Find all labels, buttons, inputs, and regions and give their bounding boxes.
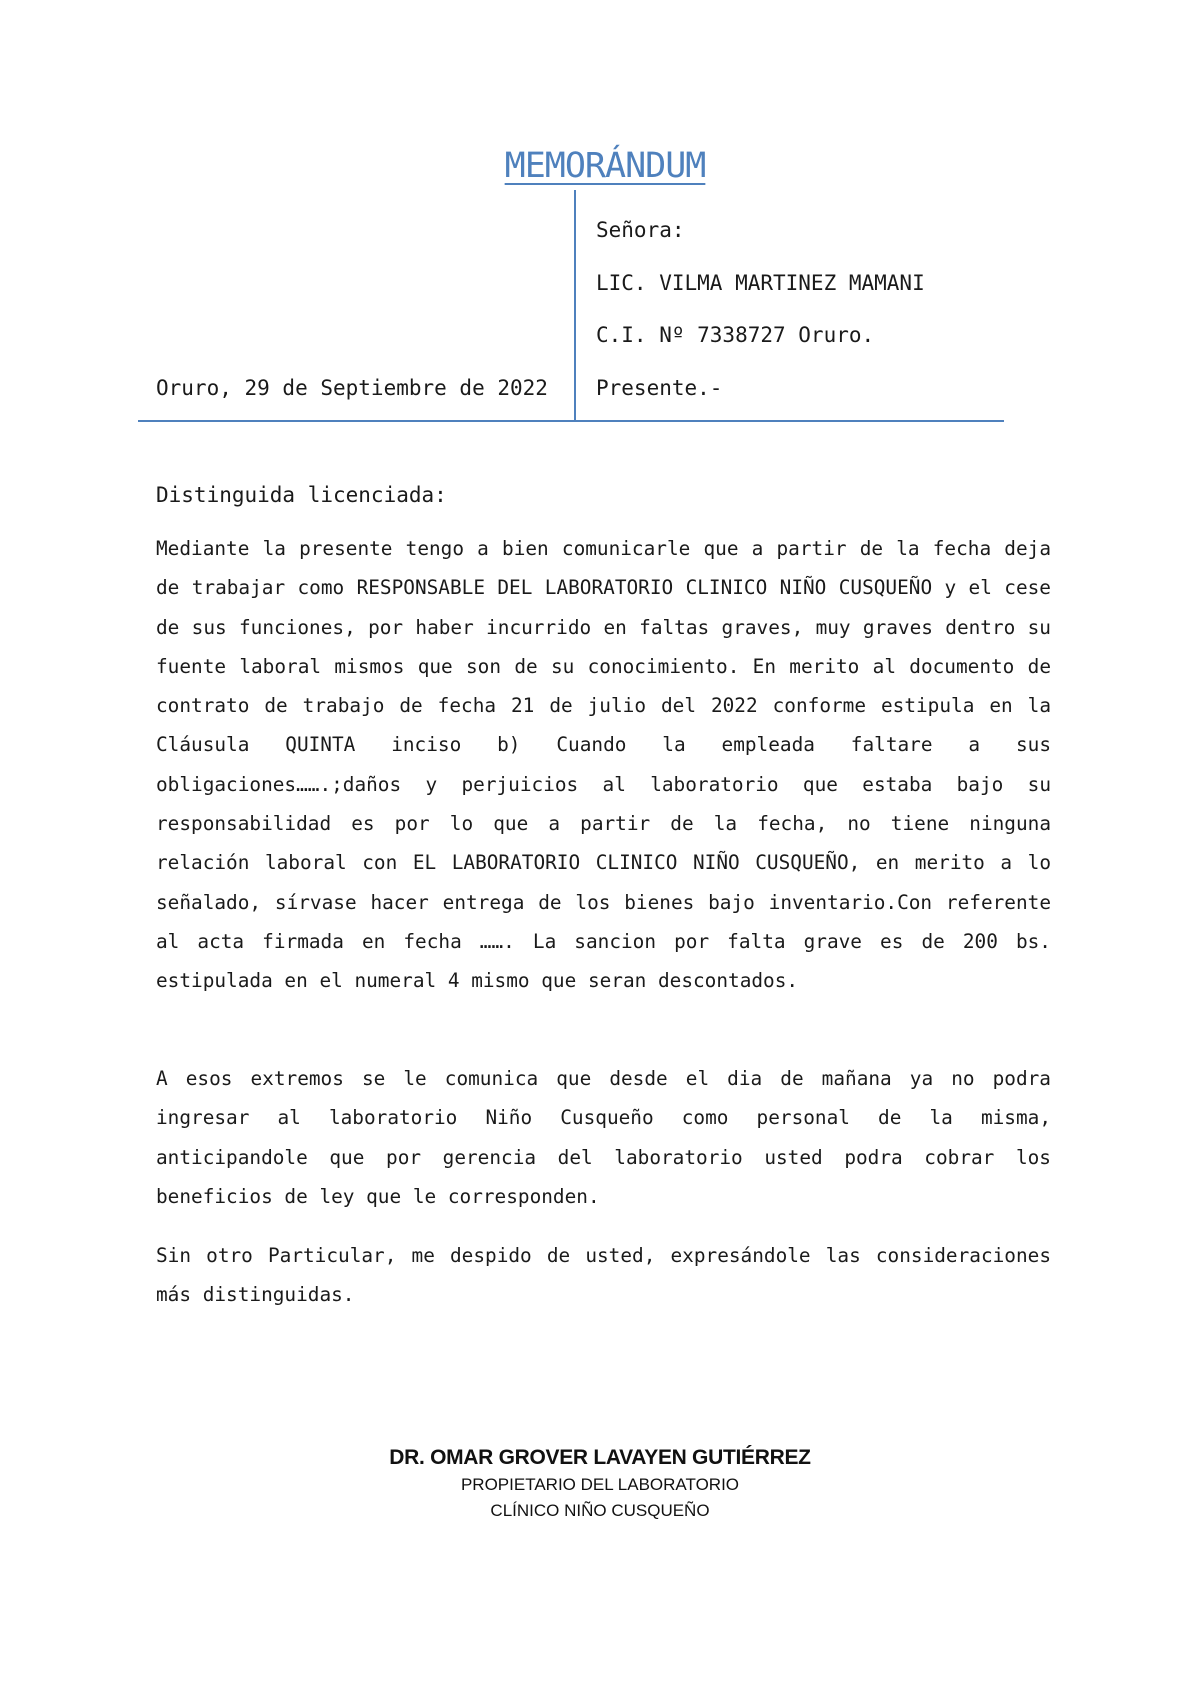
recipient-name: LIC. VILMA MARTINEZ MAMANI	[596, 271, 925, 295]
body-paragraph-2: A esos extremos se le comunica que desde el dia de mañana ya no podra ingresar al laboratorio Niño Cusqueño como personal de la misma, anticipandole que por gerencia del laboratorio usted podra cobrar los beneficios de ley que le corresponden.	[156, 1067, 1051, 1208]
header-vertical-divider	[574, 190, 576, 422]
recipient-id: C.I. Nº 7338727 Oruro.	[596, 323, 875, 347]
date-line: Oruro, 29 de Septiembre de 2022	[156, 376, 548, 400]
recipient-presente: Presente.-	[596, 376, 723, 400]
body-paragraph-1: Mediante la presente tengo a bien comunicarle que a partir de la fecha deja de trabajar como RESPONSABLE DEL LABORATORIO CLINICO NIÑO CUSQUEÑO y el cese de sus funciones, por haber incurrido en faltas graves, muy graves dentro su fuente laboral mismos que son de su conocimiento. En merito al documento de contrato de trabajo de fecha 21 de julio del 2022 conforme estipula en la Cláusula QUINTA inciso b) Cuando la empleada faltare a sus obligaciones…….;daños y perjuicios al laboratorio que estaba bajo su responsabilidad es por lo que a partir de la fecha, no tiene ninguna relación laboral con EL LABORATORIO CLINICO NIÑO CUSQUEÑO, en merito a lo señalado, sírvase hacer entrega de los bienes bajo inventario.Con referente al acta firmada en fecha ……. La sancion por falta grave es de 200 bs. estipulada en el numeral 4 mismo que seran descontados.	[156, 537, 1051, 993]
body-paragraph-3: Sin otro Particular, me despido de usted, expresándole las consideraciones más distinguidas.	[156, 1244, 1051, 1307]
recipient-salutation: Señora:	[596, 218, 685, 242]
signatory-role-line-1: PROPIETARIO DEL LABORATORIO	[460, 1475, 740, 1494]
signatory-role-line-2: CLÍNICO NIÑO CUSQUEÑO	[490, 1501, 710, 1520]
header-horizontal-divider	[138, 420, 1004, 422]
document-title: MEMORÁNDUM	[504, 146, 706, 186]
signatory-name: DR. OMAR GROVER LAVAYEN GUTIÉRREZ	[389, 1446, 811, 1469]
greeting: Distinguida licenciada:	[156, 483, 447, 507]
